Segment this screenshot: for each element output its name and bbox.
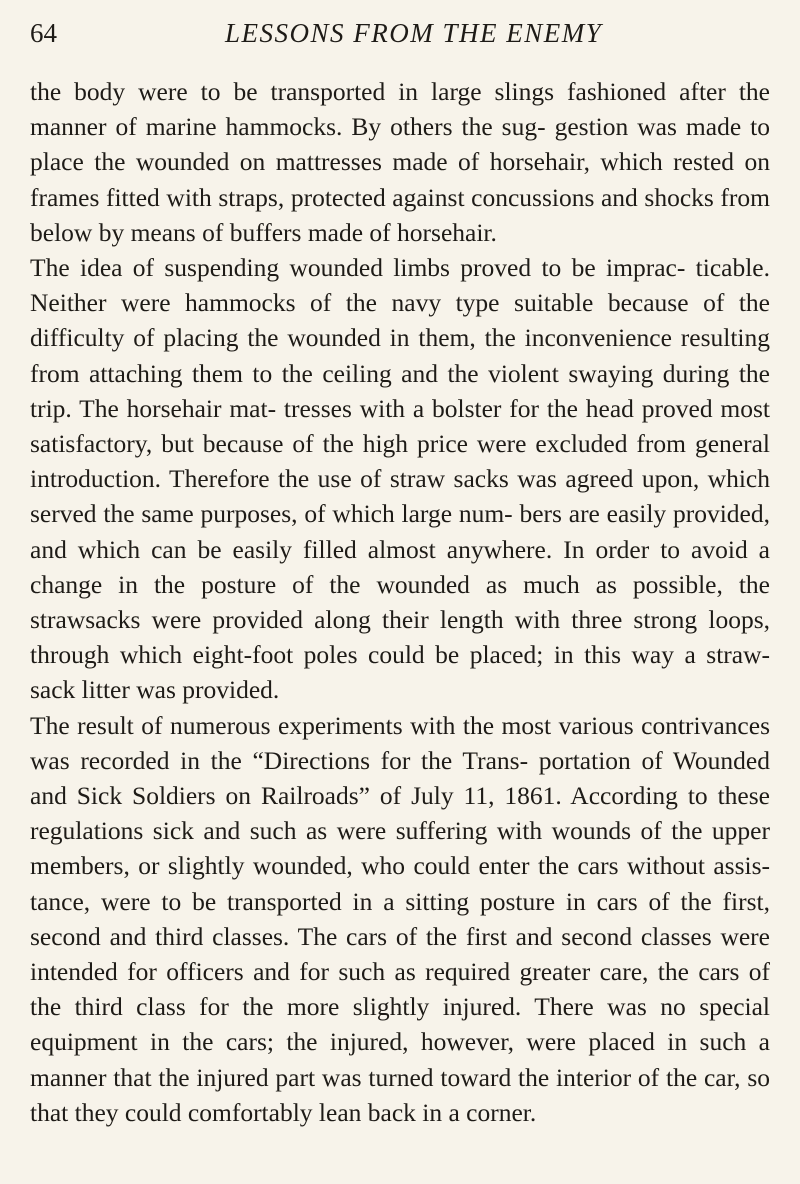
paragraph-1: the body were to be transported in large slings fashioned after the manner of marine hammocks. By others the sug- gestion was made to place the wounded on mattresses made of horsehair, which rested on frames fitted with straps, protected against concussions and shocks from below by means of buffers made of horsehair. bbox=[30, 77, 770, 247]
body-text bbox=[30, 74, 770, 1130]
running-head bbox=[30, 16, 770, 50]
page-number: 64 bbox=[30, 18, 57, 48]
running-title: LESSONS FROM THE ENEMY bbox=[225, 18, 603, 48]
paragraph-2: The idea of suspending wounded limbs proved to be imprac- ticable. Neither were hammocks of the navy type suitable because of the difficulty of placing the wounded in them, the inconvenience resulting from attaching them to the ceiling and the violent swaying during the trip. The horsehair mat- tresses with a bolster for the head proved most satisfactory, but because of the high price were excluded from general introduction. Therefore the use of straw sacks was agreed upon, which served the same purposes, of which large num- bers are easily provided, and which can be easily filled almost anywhere. In order to avoid a change in the posture of the wounded as much as possible, the strawsacks were provided along their length with three strong loops, through which eight-foot poles could be placed; in this way a straw- sack litter was provided. bbox=[30, 253, 770, 705]
paragraph-3: The result of numerous experiments with the most various contrivances was recorded in the “Directions for the Trans- portation of Wounded and Sick Soldiers on Railroads” of July 11, 1861. According to these regulations sick and such as were suffering with wounds of the upper members, or slightly wounded, who could enter the cars without assis- tance, were to be transported in a sitting posture in cars of the first, second and third classes. The cars of the first and second classes were intended for officers and for such as required greater care, the cars of the third class for the more slightly injured. There was no special equipment in the cars; the injured, however, were placed in such a manner that the injured part was turned toward the interior of the car, so that they could comfortably lean back in a corner. bbox=[30, 710, 770, 1127]
